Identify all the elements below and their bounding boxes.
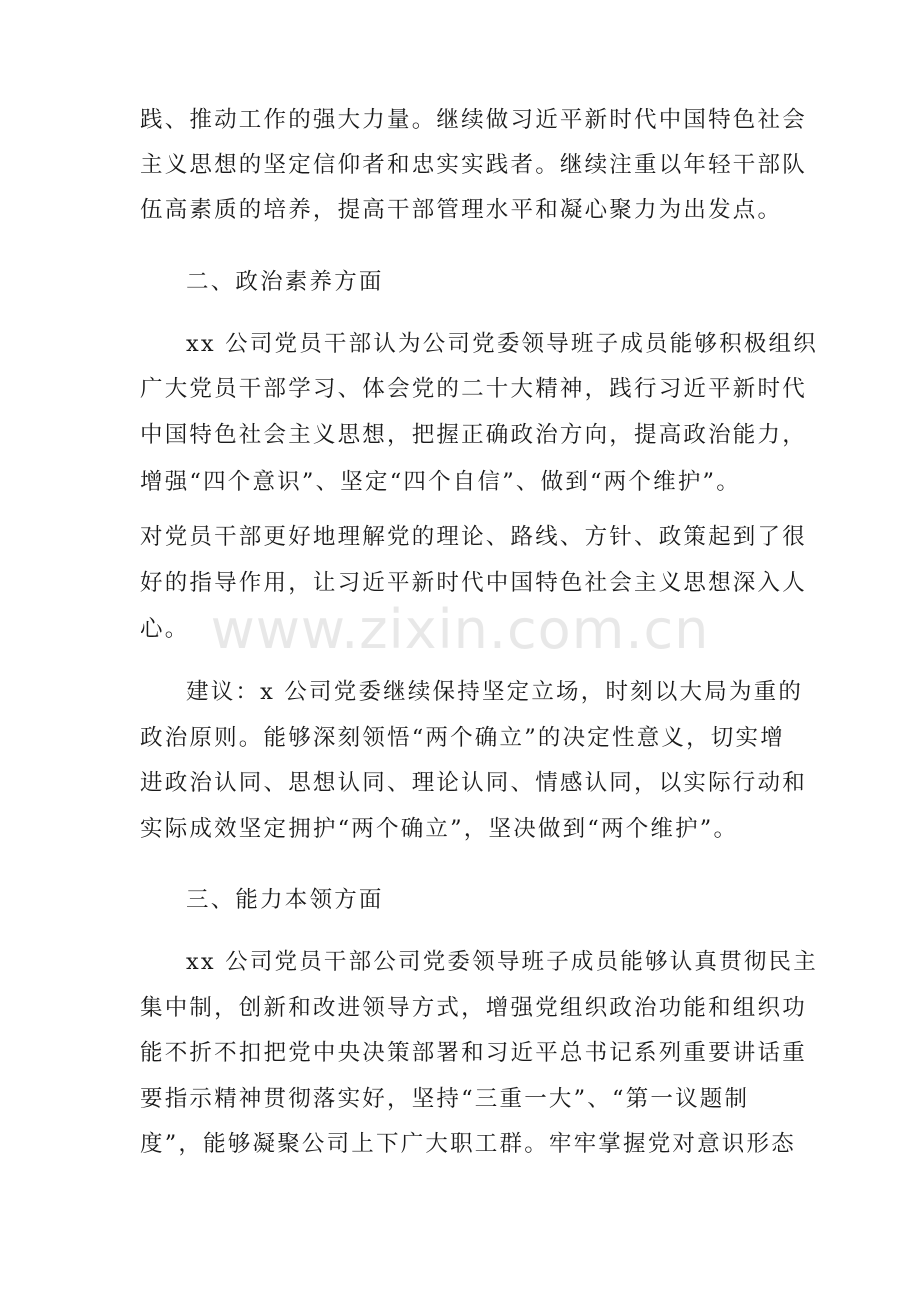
text-line: 伍高素质的培养，提高干部管理水平和凝心聚力为出发点。	[140, 197, 783, 223]
text-line: 主义思想的坚定信仰者和忠实实践者。继续注重以年轻干部队	[140, 152, 807, 178]
text-line: 要指示精神贯彻落实好，坚持“三重一大”、“第一议题制	[140, 1086, 750, 1112]
text-line: xx 公司党员干部公司党委领导班子成员能够认真贯彻民主	[186, 949, 818, 975]
text-line: 中国特色社会主义思想，把握正确政治方向，提高政治能力，	[140, 422, 807, 448]
text-line: 广大党员干部学习、体会党的二十大精神，践行习近平新时代	[140, 376, 807, 402]
text-line: 实际成效坚定拥护“两个确立”，坚决做到“两个维护”。	[140, 816, 739, 842]
text-line: 增强“四个意识”、坚定“四个自信”、做到“两个维护”。	[140, 469, 741, 495]
text-line: 践、推动工作的强大力量。继续做习近平新时代中国特色社会	[140, 107, 807, 133]
suggestion-line: 建议：x 公司党委继续保持坚定立场，时刻以大局为重的	[186, 679, 804, 705]
text-line: 度”，能够凝聚公司上下广大职工群。牢牢掌握党对意识形态	[140, 1131, 796, 1157]
section-heading-politics: 二、政治素养方面	[186, 269, 384, 295]
watermark: www.zixin.com.cn	[210, 598, 710, 661]
text-line: 政治原则。能够深刻领悟“两个确立”的决定性意义，切实增	[140, 725, 785, 751]
text-line: 进政治认同、思想认同、理论认同、情感认同，以实际行动和	[140, 770, 807, 796]
text-line: xx 公司党员干部认为公司党委领导班子成员能够积极组织	[186, 331, 818, 357]
text-line: 集中制，创新和改进领导方式，增强党组织政治功能和组织功	[140, 995, 807, 1021]
section-heading-ability: 三、能力本领方面	[186, 887, 384, 913]
text-line: 对党员干部更好地理解党的理论、路线、方针、政策起到了很	[140, 524, 807, 550]
text-line: 能不折不扣把党中央决策部署和习近平总书记系列重要讲话重	[140, 1040, 807, 1066]
text-line: 好的指导作用，让习近平新时代中国特色社会主义思想深入人	[140, 570, 807, 596]
text-line: 心。	[140, 616, 190, 642]
